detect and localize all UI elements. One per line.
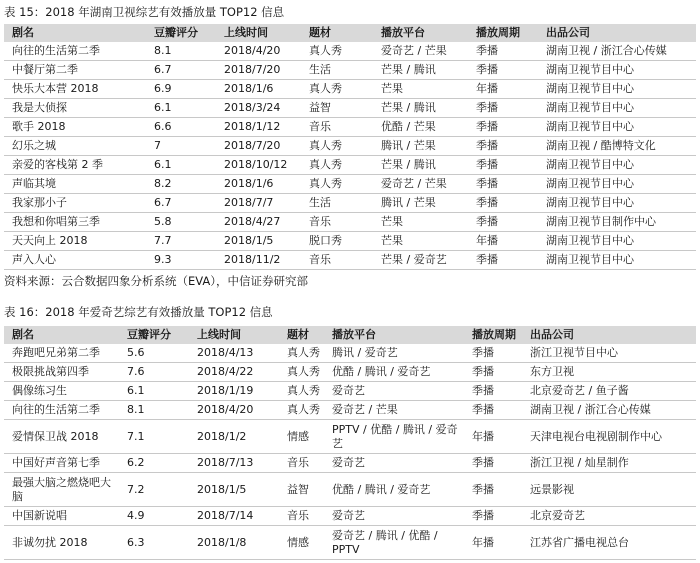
table-cell: 腾讯 / 芒果 (381, 196, 436, 210)
table-cell: 优酷 / 腾讯 / 爱奇艺 (332, 365, 431, 379)
table-cell: 真人秀 (287, 384, 320, 398)
table-cell: 9.3 (154, 253, 172, 267)
table-cell: 季播 (476, 101, 498, 115)
table-cell: 中餐厅第二季 (12, 63, 78, 77)
table-cell: 6.2 (127, 456, 145, 470)
table-cell: 快乐大本营 2018 (12, 82, 99, 96)
table-cell: 季播 (476, 253, 498, 267)
table-cell: 北京爱奇艺 (530, 509, 585, 523)
table16-header (4, 326, 696, 344)
table-row (4, 507, 696, 526)
header-cell: 题材 (287, 328, 309, 342)
table-cell: 音乐 (309, 253, 331, 267)
table15-source: 资料来源：云合数据四象分析系统（EVA），中信证券研究部 (4, 274, 309, 288)
table-row (4, 61, 696, 80)
table-cell: 爱奇艺 / 腾讯 / 优酷 / PPTV (332, 529, 438, 556)
table-cell: 江苏省广播电视总台 (530, 535, 629, 549)
table15 (4, 24, 696, 270)
table-cell: 真人秀 (309, 177, 342, 191)
table-cell: 中国新说唱 (12, 509, 67, 523)
table-cell: 远景影视 (530, 482, 574, 496)
table-cell: 7.2 (127, 482, 145, 496)
table-cell: 真人秀 (309, 44, 342, 58)
table-cell: 6.7 (154, 63, 172, 77)
table-cell: 季播 (476, 139, 498, 153)
table-cell: 浙江卫视节目中心 (530, 346, 618, 360)
table-cell: 2018/4/20 (197, 403, 254, 417)
table-cell: 2018/3/24 (224, 101, 281, 115)
table-cell: 季播 (476, 120, 498, 134)
table-cell: 爱奇艺 / 芒果 (332, 403, 398, 417)
table-cell: 2018/7/14 (197, 509, 254, 523)
table-cell: 奔跑吧兄弟第二季 (12, 346, 100, 360)
table-cell: 湖南卫视节目中心 (546, 196, 634, 210)
table-cell: 5.6 (127, 346, 145, 360)
table-cell: 芒果 / 腾讯 (381, 63, 436, 77)
table-cell: 歌手 2018 (12, 120, 66, 134)
header-cell: 剧名 (12, 26, 34, 40)
table-cell: 益智 (287, 482, 309, 496)
table-cell: 季播 (476, 158, 498, 172)
table-cell: 2018/11/2 (224, 253, 281, 267)
table-row (4, 473, 696, 507)
table-cell: 6.7 (154, 196, 172, 210)
table-row (4, 213, 696, 232)
table-cell: 2018/7/20 (224, 139, 281, 153)
table15-caption: 表 15：2018 年湖南卫视综艺有效播放量 TOP12 信息 (4, 5, 285, 19)
table-cell: 我想和你唱第三季 (12, 215, 100, 229)
table-row (4, 194, 696, 213)
table-row (4, 42, 696, 61)
header-cell: 剧名 (12, 328, 34, 342)
table-cell: 湖南卫视节目中心 (546, 177, 634, 191)
table-cell: 真人秀 (287, 403, 320, 417)
table-cell: 优酷 / 腾讯 / 爱奇艺 (332, 482, 431, 496)
table-cell: 8.1 (154, 44, 172, 58)
table-cell: 北京爱奇艺 / 鱼子酱 (530, 384, 629, 398)
table-cell: 2018/1/6 (224, 177, 274, 191)
table15-header (4, 24, 696, 42)
table-cell: 爱奇艺 / 芒果 (381, 177, 447, 191)
table-cell: 东方卫视 (530, 365, 574, 379)
table-cell: 季播 (476, 177, 498, 191)
table-cell: 年播 (476, 82, 498, 96)
table-cell: 6.1 (127, 384, 145, 398)
table-cell: 7.6 (127, 365, 145, 379)
header-cell: 出品公司 (546, 26, 590, 40)
table-cell: 2018/4/13 (197, 346, 254, 360)
table-row (4, 401, 696, 420)
table-cell: 湖南卫视节目中心 (546, 253, 634, 267)
table-cell: 真人秀 (309, 139, 342, 153)
table-cell: 年播 (472, 429, 494, 443)
table-cell: 年播 (472, 535, 494, 549)
table-cell: 向往的生活第二季 (12, 403, 100, 417)
table-cell: 8.1 (127, 403, 145, 417)
header-cell: 播放平台 (381, 26, 425, 40)
table-cell: 极限挑战第四季 (12, 365, 89, 379)
table-cell: 音乐 (287, 509, 309, 523)
table-row (4, 118, 696, 137)
table-row (4, 363, 696, 382)
table-row (4, 454, 696, 473)
table-cell: 湖南卫视 / 酷博特文化 (546, 139, 656, 153)
table-cell: 季播 (472, 456, 494, 470)
table-cell: 我是大侦探 (12, 101, 67, 115)
table-cell: 季播 (476, 215, 498, 229)
table-cell: 声入人心 (12, 253, 56, 267)
table-row (4, 344, 696, 363)
table-cell: 脱口秀 (309, 234, 342, 248)
table-cell: 年播 (476, 234, 498, 248)
table-cell: 芒果 (381, 82, 403, 96)
header-cell: 播放平台 (332, 328, 376, 342)
table-cell: 非诚勿扰 2018 (12, 535, 88, 549)
header-cell: 题材 (309, 26, 331, 40)
table-cell: 音乐 (309, 215, 331, 229)
table-cell: 中国好声音第七季 (12, 456, 100, 470)
table-cell: 2018/1/12 (224, 120, 281, 134)
table-cell: 我家那小子 (12, 196, 67, 210)
header-cell: 豆瓣评分 (154, 26, 198, 40)
table-cell: 最强大脑之燃烧吧大脑 (12, 476, 111, 503)
table-cell: 湖南卫视节目中心 (546, 158, 634, 172)
table-cell: 2018/7/13 (197, 456, 254, 470)
table-cell: 7.7 (154, 234, 172, 248)
table-cell: 6.1 (154, 101, 172, 115)
table-cell: 7 (154, 139, 161, 153)
table-cell: 生活 (309, 63, 331, 77)
table-cell: 湖南卫视 / 浙江合心传媒 (546, 44, 667, 58)
table-cell: 情感 (287, 535, 309, 549)
table15-body (4, 42, 696, 270)
table-cell: 2018/1/2 (197, 429, 247, 443)
table-cell: 湖南卫视节目制作中心 (546, 215, 656, 229)
table-cell: 2018/10/12 (224, 158, 288, 172)
table-row (4, 99, 696, 118)
table-row (4, 232, 696, 251)
table-row (4, 175, 696, 194)
table-cell: 幻乐之城 (12, 139, 56, 153)
table-cell: 5.8 (154, 215, 172, 229)
table-cell: 湖南卫视节目中心 (546, 101, 634, 115)
table-cell: 声临其境 (12, 177, 56, 191)
table-cell: 2018/1/8 (197, 535, 247, 549)
table-cell: 6.6 (154, 120, 172, 134)
table-cell: 爱奇艺 (332, 456, 365, 470)
table-row (4, 137, 696, 156)
table-cell: 2018/7/20 (224, 63, 281, 77)
table-cell: 真人秀 (309, 82, 342, 96)
table-cell: 6.9 (154, 82, 172, 96)
table-cell: 爱奇艺 (332, 509, 365, 523)
table-cell: 爱奇艺 (332, 384, 365, 398)
table-row (4, 156, 696, 175)
table-cell: 爱奇艺 / 芒果 (381, 44, 447, 58)
table-cell: 2018/1/19 (197, 384, 254, 398)
table-cell: 腾讯 / 爱奇艺 (332, 346, 398, 360)
table-row (4, 251, 696, 270)
table-cell: 2018/4/22 (197, 365, 254, 379)
header-cell: 上线时间 (197, 328, 241, 342)
table-cell: 偶像练习生 (12, 384, 67, 398)
table-cell: 芒果 / 腾讯 (381, 158, 436, 172)
table-cell: 6.3 (127, 535, 145, 549)
table-row (4, 382, 696, 401)
table-row (4, 80, 696, 99)
table-cell: 6.1 (154, 158, 172, 172)
table-cell: 真人秀 (287, 365, 320, 379)
table-cell: 浙江卫视 / 灿星制作 (530, 456, 629, 470)
table-cell: 湖南卫视节目中心 (546, 234, 634, 248)
header-cell: 豆瓣评分 (127, 328, 171, 342)
table-cell: 芒果 (381, 234, 403, 248)
header-cell: 播放周期 (476, 26, 520, 40)
table-cell: 湖南卫视节目中心 (546, 63, 634, 77)
table-cell: 4.9 (127, 509, 145, 523)
table-cell: 芒果 / 爱奇艺 (381, 253, 447, 267)
table16-caption: 表 16：2018 年爱奇艺综艺有效播放量 TOP12 信息 (4, 305, 273, 319)
table-cell: 季播 (472, 365, 494, 379)
table-row (4, 526, 696, 560)
table-cell: 2018/7/7 (224, 196, 274, 210)
table-cell: 湖南卫视 / 浙江合心传媒 (530, 403, 651, 417)
table-cell: 季播 (472, 384, 494, 398)
table-cell: 2018/1/5 (197, 482, 247, 496)
table-cell: 季播 (476, 44, 498, 58)
table-cell: 湖南卫视节目中心 (546, 120, 634, 134)
table-cell: 2018/1/6 (224, 82, 274, 96)
table-cell: 音乐 (309, 120, 331, 134)
table-cell: 湖南卫视节目中心 (546, 82, 634, 96)
table-cell: 情感 (287, 429, 309, 443)
table16 (4, 326, 696, 560)
table-cell: 芒果 (381, 215, 403, 229)
table-cell: 亲爱的客栈第 2 季 (12, 158, 103, 172)
table-cell: 季播 (472, 509, 494, 523)
table-cell: 音乐 (287, 456, 309, 470)
table-cell: 季播 (472, 346, 494, 360)
table-cell: 8.2 (154, 177, 172, 191)
table-cell: 爱情保卫战 2018 (12, 429, 99, 443)
table-cell: 天津电视台电视剧制作中心 (530, 429, 662, 443)
table-row (4, 420, 696, 454)
table-cell: 真人秀 (287, 346, 320, 360)
table-cell: 生活 (309, 196, 331, 210)
table-cell: 向往的生活第二季 (12, 44, 100, 58)
table-cell: 2018/4/27 (224, 215, 281, 229)
header-cell: 播放周期 (472, 328, 516, 342)
table-cell: 季播 (472, 482, 494, 496)
header-cell: 上线时间 (224, 26, 268, 40)
table-cell: 2018/1/5 (224, 234, 274, 248)
table16-body (4, 344, 696, 560)
table-cell: 天天向上 2018 (12, 234, 88, 248)
table-cell: 真人秀 (309, 158, 342, 172)
header-cell: 出品公司 (530, 328, 574, 342)
table-cell: 季播 (476, 63, 498, 77)
table-cell: 芒果 / 腾讯 (381, 101, 436, 115)
table-cell: 季播 (472, 403, 494, 417)
table-cell: PPTV / 优酷 / 腾讯 / 爱奇艺 (332, 423, 458, 450)
table-cell: 季播 (476, 196, 498, 210)
table-cell: 益智 (309, 101, 331, 115)
table-cell: 腾讯 / 芒果 (381, 139, 436, 153)
table-cell: 7.1 (127, 429, 145, 443)
table-cell: 2018/4/20 (224, 44, 281, 58)
table-cell: 优酷 / 芒果 (381, 120, 436, 134)
